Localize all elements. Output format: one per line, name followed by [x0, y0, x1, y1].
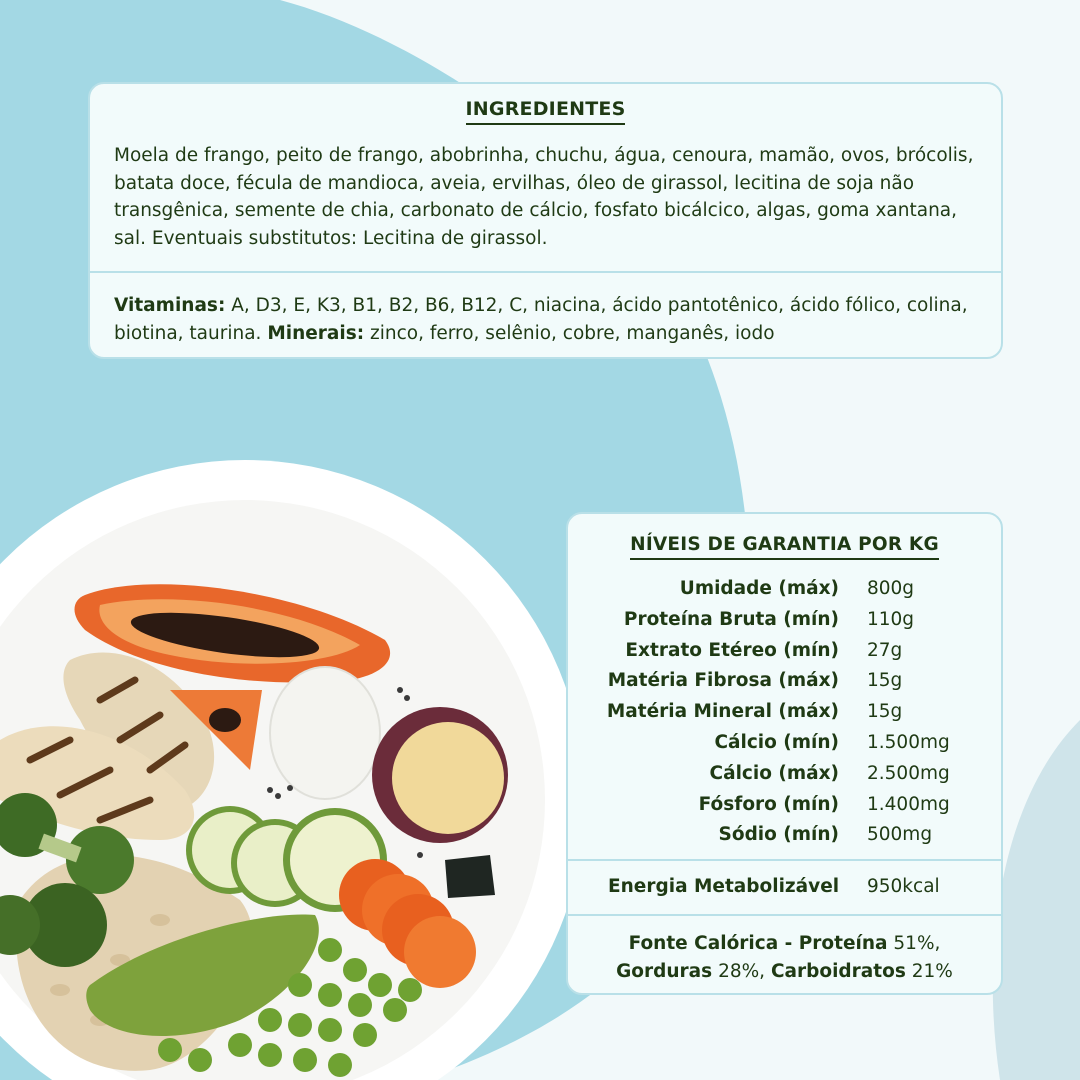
nutrient-row	[568, 605, 1001, 636]
vitamins-label: Vitaminas:	[114, 295, 226, 316]
divider	[90, 271, 1001, 273]
nutrient-row	[568, 728, 1001, 759]
minerals-label: Minerais:	[267, 322, 365, 344]
nutrient-table	[568, 574, 1001, 851]
vitamins-list: A, D3, E, K3, B1, B2, B6, B12, C, niacina, ácido pantotênico, ácido fólico, colina, biotina, taurina.	[114, 295, 968, 344]
vitamins-minerals	[114, 292, 979, 347]
guarantee-levels-card	[566, 512, 1003, 995]
seaweed	[445, 855, 495, 898]
caloric-source	[578, 930, 991, 986]
energy-row	[568, 872, 1001, 902]
nutrient-value: 2.500mg	[867, 762, 950, 784]
nutrient-row	[568, 759, 1001, 790]
protein-percent: 51%,	[887, 933, 941, 954]
nutrient-value: 500mg	[867, 824, 933, 846]
nutrient-label: Matéria Fibrosa (máx)	[607, 670, 839, 692]
carb-label: Carboidratos	[770, 961, 906, 982]
nutrient-row	[568, 697, 1001, 728]
nutrient-value: 27g	[867, 639, 903, 661]
nutrient-value: 15g	[867, 701, 903, 723]
nutrient-row	[568, 820, 1001, 851]
ingredients-card	[88, 82, 1003, 359]
egg	[270, 667, 380, 799]
divider	[568, 859, 1001, 861]
nutrient-label: Cálcio (mín)	[714, 731, 839, 753]
energy-label: Energia Metabolizável	[608, 876, 840, 897]
energy-value: 950kcal	[867, 876, 940, 897]
nutrient-value: 110g	[867, 608, 915, 630]
ingredients-list: Moela de frango, peito de frango, abobrinha, chuchu, água, cenoura, mamão, ovos, brócolis, batata doce, fécula de mandioca, aveia, ervilhas, óleo de girassol, lecitina de soja não transgênica, semente de chia, carbonato de cálcio, fosfato bicálcico, algas, goma xantana, sal. Eventuais substitutos: Lecitina de girassol.	[114, 145, 974, 249]
caloric-label: Fonte Calórica - Proteína	[628, 933, 888, 954]
nutrient-label: Sódio (mín)	[718, 824, 839, 846]
nutrient-value: 800g	[867, 578, 915, 599]
fat-percent: 28%,	[712, 961, 771, 982]
nutrient-row	[568, 574, 1001, 605]
nutrient-label: Fósforo (mín)	[698, 793, 839, 815]
fat-label: Gorduras	[616, 961, 713, 982]
divider	[568, 914, 1001, 916]
nutrient-row	[568, 790, 1001, 821]
nutrient-label: Proteína Bruta (mín)	[623, 608, 839, 630]
nutrient-label: Extrato Etéreo (mín)	[625, 639, 839, 661]
nutrient-value: 1.500mg	[867, 731, 950, 753]
nutrient-label: Umidade (máx)	[679, 578, 839, 599]
carb-percent: 21%	[905, 961, 953, 982]
ingredients-title: INGREDIENTES	[90, 98, 1001, 120]
nutrient-label: Matéria Mineral (máx)	[606, 701, 839, 723]
nutrient-value: 1.400mg	[867, 793, 950, 815]
nutrient-label: Cálcio (máx)	[709, 762, 839, 784]
minerals-list: zinco, ferro, selênio, cobre, manganês, iodo	[364, 322, 775, 344]
guarantee-title: NÍVEIS DE GARANTIA POR KG	[568, 534, 1001, 555]
nutrient-row	[568, 636, 1001, 667]
nutrient-value: 15g	[867, 670, 903, 692]
nutrient-row	[568, 666, 1001, 697]
